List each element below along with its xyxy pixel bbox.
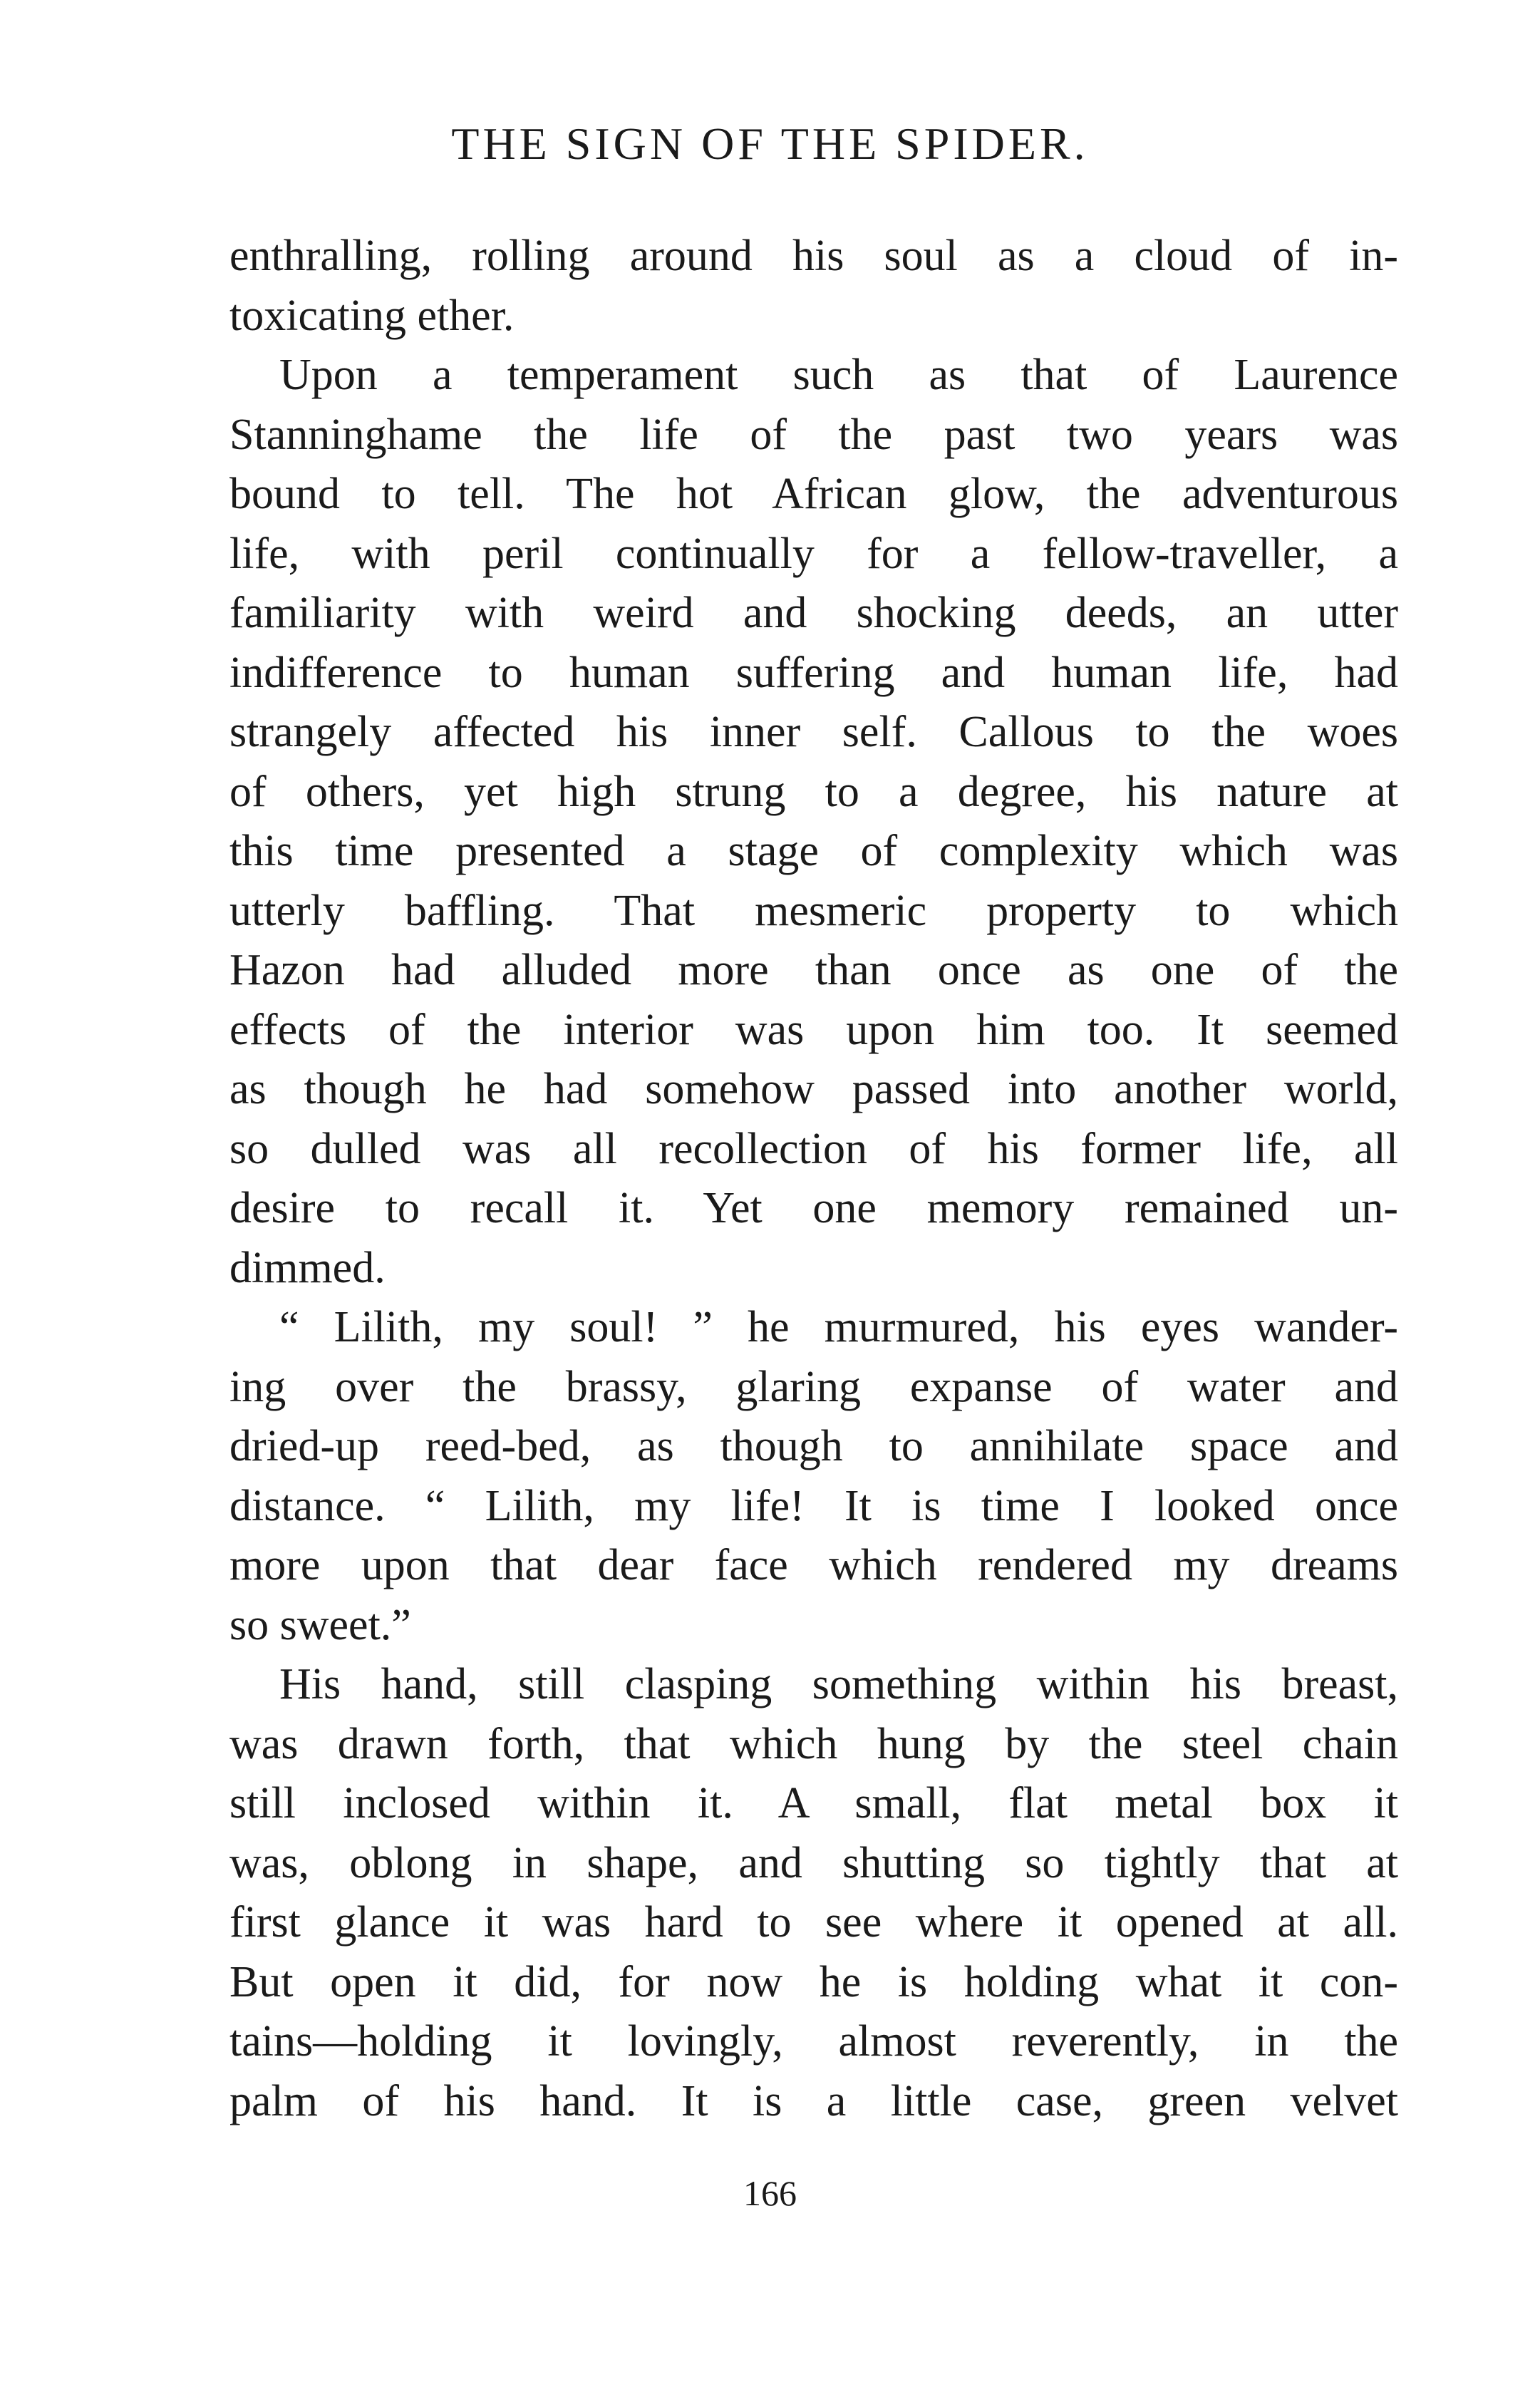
text-line: so sweet.” bbox=[229, 1600, 411, 1649]
running-head: THE SIGN OF THE SPIDER. bbox=[451, 118, 1089, 169]
text-line: toxicating ether. bbox=[229, 291, 515, 340]
text-line: Hazon had alluded more than once as one of the bbox=[229, 946, 1398, 994]
text-line: of others, yet high strung to a degree, his nature at bbox=[229, 767, 1398, 816]
paragraph-first-line: His hand, still clasping something within his breast, bbox=[279, 1660, 1398, 1708]
text-line: indifference to human suffering and human life, had bbox=[229, 648, 1398, 697]
text-line: utterly baffling. That mesmeric property to which bbox=[229, 886, 1398, 935]
text-line: strangely affected his inner self. Callous to the woes bbox=[229, 708, 1398, 756]
text-line: bound to tell. The hot African glow, the adventurous bbox=[229, 470, 1398, 518]
paragraph-first-line: Upon a temperament such as that of Laurence bbox=[279, 351, 1398, 399]
text-line: dried-up reed-bed, as though to annihilate space and bbox=[229, 1422, 1398, 1470]
text-line: desire to recall it. Yet one memory remained un- bbox=[229, 1184, 1398, 1232]
text-line: this time presented a stage of complexity which was bbox=[229, 827, 1398, 875]
text-line: palm of his hand. It is a little case, green velvet bbox=[229, 2076, 1398, 2125]
text-line: life, with peril continually for a fellow-traveller, a bbox=[229, 529, 1398, 578]
text-line: enthralling, rolling around his soul as a cloud of in- bbox=[229, 232, 1398, 280]
text-line: dimmed. bbox=[229, 1243, 386, 1292]
text-line: first glance it was hard to see where it opened at all. bbox=[229, 1898, 1398, 1947]
body-text bbox=[229, 227, 1398, 2131]
text-line: more upon that dear face which rendered my dreams bbox=[229, 1541, 1398, 1589]
text-line: tains—holding it lovingly, almost reverently, in the bbox=[229, 2017, 1398, 2066]
text-line: distance. “ Lilith, my life! It is time I looked once bbox=[229, 1481, 1398, 1530]
page-number: 166 bbox=[743, 2173, 797, 2213]
text-line: as though he had somehow passed into another world, bbox=[229, 1065, 1398, 1113]
text-line: Stanninghame the life of the past two years was bbox=[229, 410, 1398, 459]
text-line: ing over the brassy, glaring expanse of water and bbox=[229, 1362, 1398, 1411]
text-line: still inclosed within it. A small, flat metal box it bbox=[229, 1779, 1398, 1827]
text-line: familiarity with weird and shocking deeds, an utter bbox=[229, 589, 1398, 637]
text-line: so dulled was all recollection of his former life, all bbox=[229, 1124, 1398, 1173]
text-line: But open it did, for now he is holding what it con- bbox=[229, 1957, 1398, 2006]
paragraph-first-line: “ Lilith, my soul! ” he murmured, his eyes wander- bbox=[279, 1303, 1398, 1351]
text-line: effects of the interior was upon him too. It seemed bbox=[229, 1005, 1398, 1054]
text-line: was drawn forth, that which hung by the steel chain bbox=[229, 1719, 1398, 1768]
text-line: was, oblong in shape, and shutting so tightly that at bbox=[229, 1838, 1398, 1887]
